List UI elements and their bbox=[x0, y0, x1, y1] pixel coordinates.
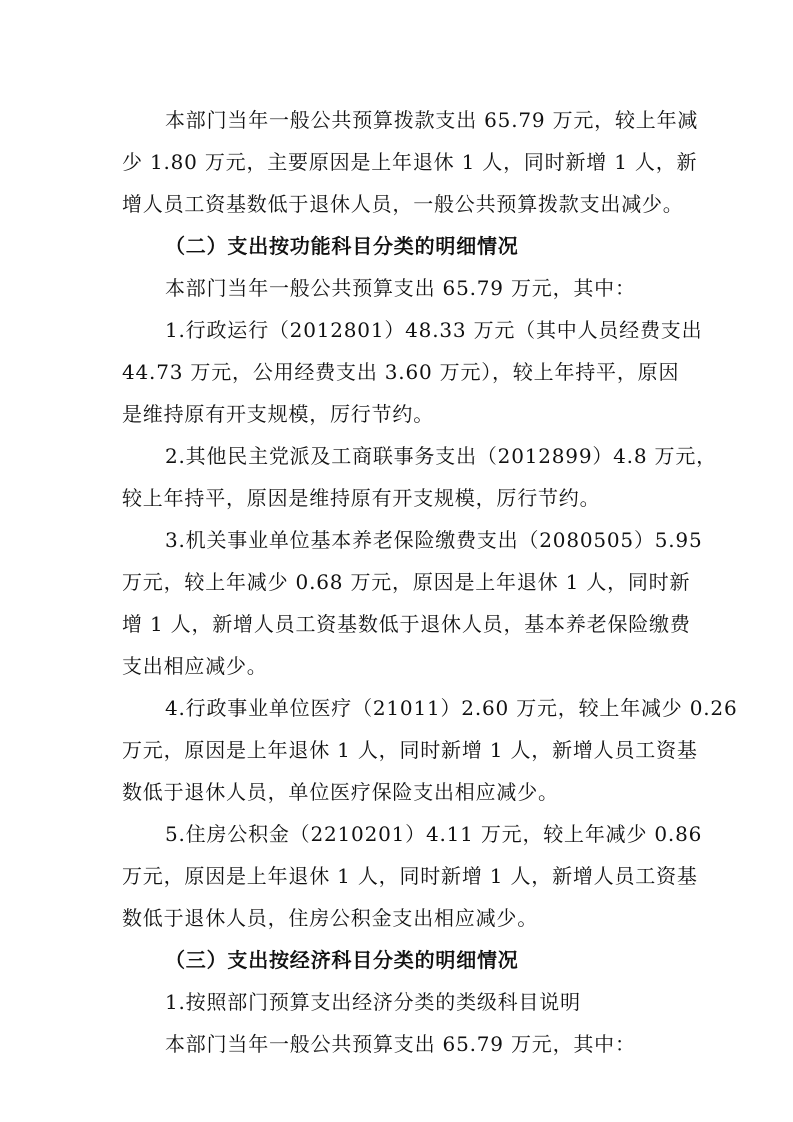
section-heading: （二）支出按功能科目分类的明细情况 bbox=[165, 234, 519, 258]
paragraph-line: 少 1.80 万元，主要原因是上年退休 1 人，同时新增 1 人，新 bbox=[122, 150, 698, 174]
paragraph-line: 本部门当年一般公共预算支出 65.79 万元，其中： bbox=[165, 276, 636, 300]
paragraph-line: 本部门当年一般公共预算拨款支出 65.79 万元，较上年减 bbox=[165, 108, 699, 132]
list-item-line: 数低于退休人员，住房公积金支出相应减少。 bbox=[122, 906, 538, 930]
list-item-line: 支出相应减少。 bbox=[122, 654, 268, 678]
list-item-line: 1.行政运行（2012801）48.33 万元（其中人员经费支出 bbox=[165, 318, 703, 342]
list-item-line: 1.按照部门预算支出经济分类的类级科目说明 bbox=[165, 990, 581, 1014]
paragraph-line: 增人员工资基数低于退休人员，一般公共预算拨款支出减少。 bbox=[122, 192, 684, 216]
list-item-line: 5.住房公积金（2210201）4.11 万元，较上年减少 0.86 bbox=[165, 822, 703, 846]
list-item-line: 增 1 人，新增人员工资基数低于退休人员，基本养老保险缴费 bbox=[122, 612, 691, 636]
list-item-line: 万元，原因是上年退休 1 人，同时新增 1 人，新增人员工资基 bbox=[122, 864, 698, 888]
list-item-line: 4.行政事业单位医疗（21011）2.60 万元，较上年减少 0.26 bbox=[165, 696, 738, 720]
paragraph-line: 本部门当年一般公共预算支出 65.79 万元，其中： bbox=[165, 1032, 636, 1056]
list-item-line: 3.机关事业单位基本养老保险缴费支出（2080505）5.95 bbox=[165, 528, 703, 552]
list-item-line: 万元，较上年减少 0.68 万元，原因是上年退休 1 人，同时新 bbox=[122, 570, 691, 594]
section-heading: （三）支出按经济科目分类的明细情况 bbox=[165, 948, 519, 972]
list-item-line: 是维持原有开支规模，厉行节约。 bbox=[122, 402, 434, 426]
list-item-line: 较上年持平，原因是维持原有开支规模，厉行节约。 bbox=[122, 486, 601, 510]
list-item-line: 数低于退休人员，单位医疗保险支出相应减少。 bbox=[122, 780, 559, 804]
list-item-line: 2.其他民主党派及工商联事务支出（2012899）4.8 万元， bbox=[165, 444, 717, 468]
list-item-line: 44.73 万元，公用经费支出 3.60 万元），较上年持平，原因 bbox=[122, 360, 680, 384]
list-item-line: 万元，原因是上年退休 1 人，同时新增 1 人，新增人员工资基 bbox=[122, 738, 698, 762]
